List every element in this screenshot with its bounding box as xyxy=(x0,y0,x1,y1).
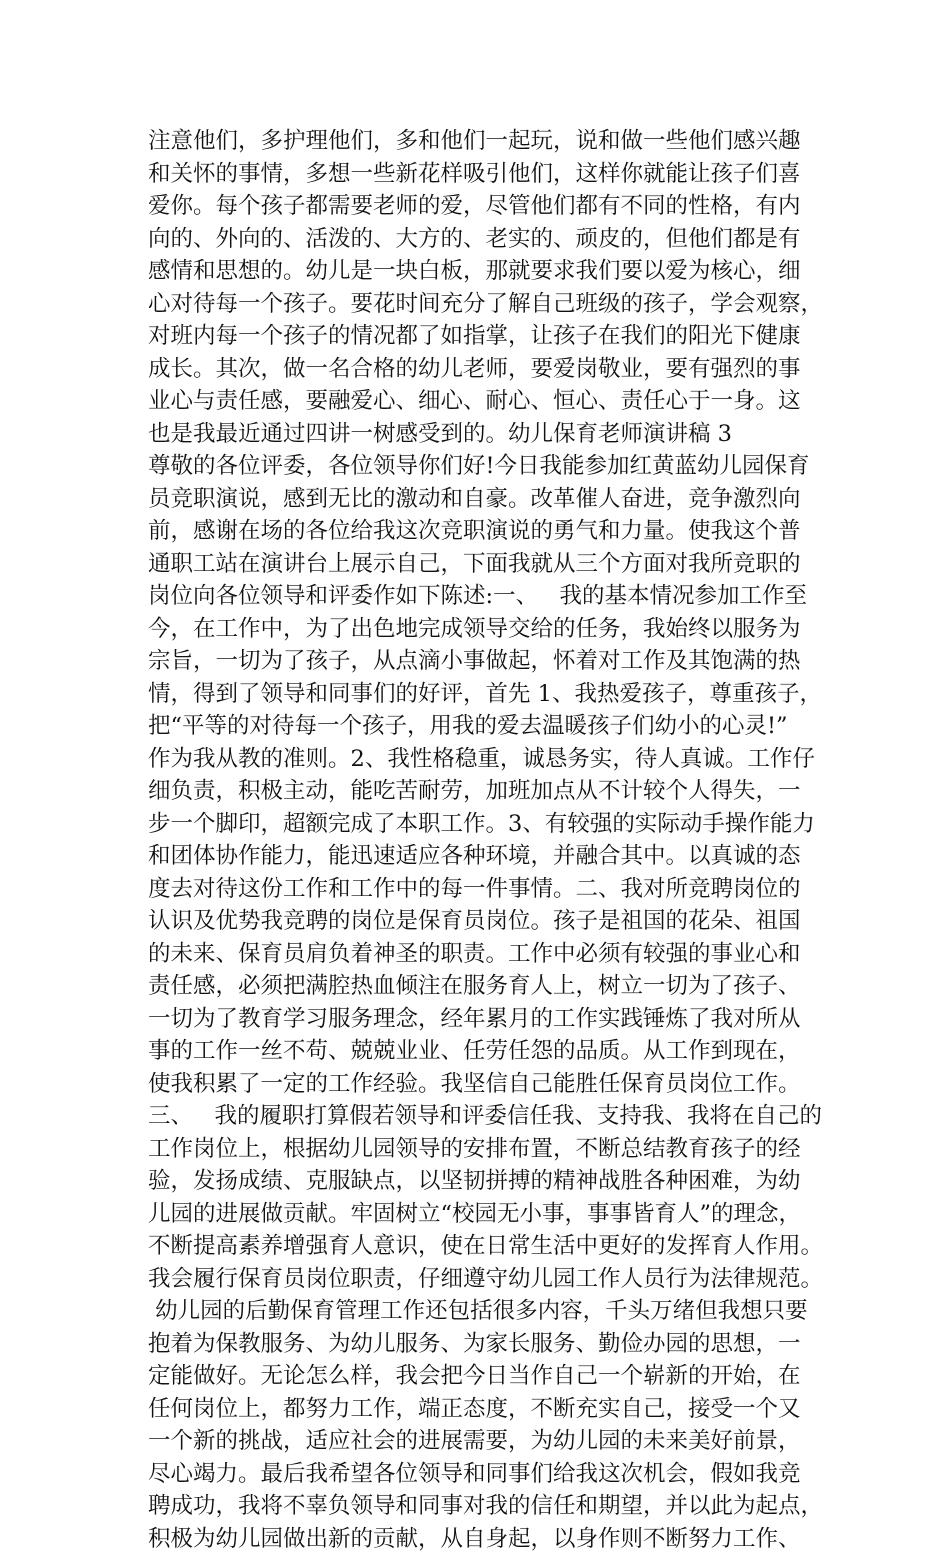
text-line: 和关怀的事情，多想一些新花样吸引他们，这样你就能让孩子们喜 xyxy=(148,158,820,191)
text-line: 也是我最近通过四讲一树感受到的。幼儿保育老师演讲稿 3 xyxy=(148,418,820,451)
text-line: 验，发扬成绩、克服缺点，以坚韧拼搏的精神战胜各种困难，为幼 xyxy=(148,1165,820,1198)
text-line: 尊敬的各位评委，各位领导你们好!今日我能参加红黄蓝幼儿园保育 xyxy=(148,450,820,483)
text-line: 情，得到了领导和同事们的好评，首先 1、我热爱孩子，尊重孩子， xyxy=(148,678,820,711)
text-line: 感情和思想的。幼儿是一块白板，那就要求我们要以爱为核心，细 xyxy=(148,255,820,288)
text-line: 今，在工作中，为了出色地完成领导交给的任务，我始终以服务为 xyxy=(148,613,820,646)
text-line: 抱着为保教服务、为幼儿服务、为家长服务、勤俭办园的思想，一 xyxy=(148,1328,820,1361)
text-line: 宗旨，一切为了孩子，从点滴小事做起，怀着对工作及其饱满的热 xyxy=(148,645,820,678)
text-line: 一切为了教育学习服务理念，经年累月的工作实践锤炼了我对所从 xyxy=(148,1003,820,1036)
text-line: 工作岗位上，根据幼儿园领导的安排布置，不断总结教育孩子的经 xyxy=(148,1133,820,1166)
text-line: 向的、外向的、活泼的、大方的、老实的、顽皮的，但他们都是有 xyxy=(148,223,820,256)
text-line: 细负责，积极主动，能吃苦耐劳，加班加点从不计较个人得失，一 xyxy=(148,775,820,808)
text-line: 使我积累了一定的工作经验。我坚信自己能胜任保育员岗位工作。 xyxy=(148,1068,820,1101)
text-line: 责任感，必须把满腔热血倾注在服务育人上，树立一切为了孩子、 xyxy=(148,970,820,1003)
text-line: 儿园的进展做贡献。牢固树立“校园无小事，事事皆育人”的理念， xyxy=(148,1198,820,1231)
text-line: 任何岗位上，都努力工作，端正态度，不断充实自己，接受一个又 xyxy=(148,1393,820,1426)
text-line: 把“平等的对待每一个孩子，用我的爱去温暖孩子们幼小的心灵!” xyxy=(148,710,820,743)
body-text xyxy=(148,125,820,1555)
text-line: 业心与责任感，要融爱心、细心、耐心、恒心、责任心于一身。这 xyxy=(148,385,820,418)
text-line: 心对待每一个孩子。要花时间充分了解自己班级的孩子，学会观察， xyxy=(148,288,820,321)
text-line: 聘成功，我将不辜负领导和同事对我的信任和期望，并以此为起点， xyxy=(148,1490,820,1523)
text-line: 和团体协作能力，能迅速适应各种环境，并融合其中。以真诚的态 xyxy=(148,840,820,873)
text-line: 幼儿园的后勤保育管理工作还包括很多内容，千头万绪但我想只要 xyxy=(148,1295,820,1328)
text-line: 爱你。每个孩子都需要老师的爱，尽管他们都有不同的性格，有内 xyxy=(148,190,820,223)
text-line: 不断提高素养增强育人意识，使在日常生活中更好的发挥育人作用。 xyxy=(148,1230,820,1263)
text-line: 步一个脚印，超额完成了本职工作。3、有较强的实际动手操作能力 xyxy=(148,808,820,841)
text-line: 我会履行保育员岗位职责，仔细遵守幼儿园工作人员行为法律规范。 xyxy=(148,1263,820,1296)
text-line: 尽心竭力。最后我希望各位领导和同事们给我这次机会，假如我竞 xyxy=(148,1458,820,1491)
text-line: 度去对待这份工作和工作中的每一件事情。二、我对所竞聘岗位的 xyxy=(148,873,820,906)
text-line: 注意他们，多护理他们，多和他们一起玩，说和做一些他们感兴趣 xyxy=(148,125,820,158)
text-line: 的未来、保育员肩负着神圣的职责。工作中必须有较强的事业心和 xyxy=(148,938,820,971)
text-line: 作为我从教的准则。2、我性格稳重，诚恳务实，待人真诚。工作仔 xyxy=(148,743,820,776)
text-line: 认识及优势我竞聘的岗位是保育员岗位。孩子是祖国的花朵、祖国 xyxy=(148,905,820,938)
text-line: 三、 我的履职打算假若领导和评委信任我、支持我、我将在自己的 xyxy=(148,1100,820,1133)
text-line: 对班内每一个孩子的情况都了如指掌，让孩子在我们的阳光下健康 xyxy=(148,320,820,353)
text-line: 员竞职演说，感到无比的激动和自豪。改革催人奋进，竞争激烈向 xyxy=(148,483,820,516)
text-line: 岗位向各位领导和评委作如下陈述:一、 我的基本情况参加工作至 xyxy=(148,580,820,613)
text-line: 事的工作一丝不苟、兢兢业业、任劳任怨的品质。从工作到现在， xyxy=(148,1035,820,1068)
text-line: 通职工站在演讲台上展示自己，下面我就从三个方面对我所竞职的 xyxy=(148,548,820,581)
text-line: 积极为幼儿园做出新的贡献，从自身起，以身作则不断努力工作、 xyxy=(148,1523,820,1555)
text-line: 成长。其次，做一名合格的幼儿老师，要爱岗敬业，要有强烈的事 xyxy=(148,353,820,386)
text-line: 定能做好。无论怎么样，我会把今日当作自己一个崭新的开始，在 xyxy=(148,1360,820,1393)
text-line: 一个新的挑战，适应社会的进展需要，为幼儿园的未来美好前景， xyxy=(148,1425,820,1458)
text-line: 前，感谢在场的各位给我这次竞职演说的勇气和力量。使我这个普 xyxy=(148,515,820,548)
